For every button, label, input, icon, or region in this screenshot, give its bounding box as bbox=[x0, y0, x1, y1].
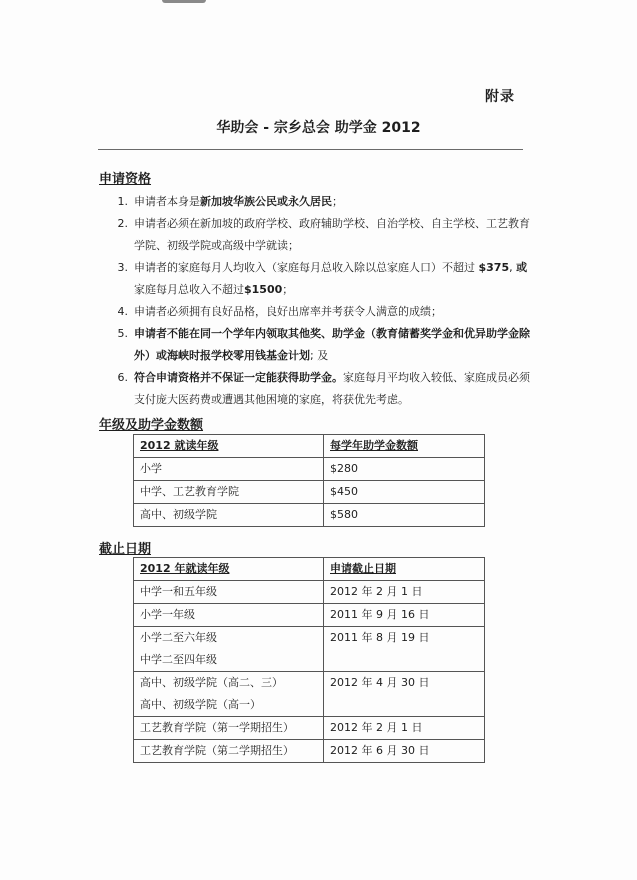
table-row bbox=[134, 604, 485, 627]
deadline-cell bbox=[324, 740, 485, 763]
column-header-text: 2012 年就读年级 bbox=[140, 562, 230, 575]
amount-cell bbox=[324, 481, 485, 504]
eligibility-item-number: 4. bbox=[117, 305, 128, 318]
eligibility-item bbox=[110, 213, 530, 257]
deadline-cell bbox=[324, 672, 485, 717]
deadline-cell-text: 2011 年 8 月 19 日 bbox=[330, 631, 430, 644]
deadline-cell bbox=[324, 604, 485, 627]
eligibility-item-text: 申请者必须拥有良好品格，良好出席率并考获令人满意的成绩； bbox=[134, 305, 442, 318]
amounts-heading: 年级及助学金数额 bbox=[99, 418, 204, 433]
deadlines-table bbox=[133, 557, 485, 763]
deadline-cell-text: 2012 年 2 月 1 日 bbox=[330, 585, 423, 598]
grade-cell bbox=[134, 481, 324, 504]
grade-cell bbox=[134, 672, 324, 717]
grade-cell bbox=[134, 458, 324, 481]
document-title: 华助会 - 宗乡总会 助学金 2012 bbox=[216, 120, 421, 136]
eligibility-item bbox=[110, 323, 530, 367]
grade-line: 中学二至四年级 bbox=[140, 653, 217, 666]
table-header-row bbox=[134, 435, 485, 458]
column-header-text: 申请截止日期 bbox=[330, 562, 396, 575]
table-row bbox=[134, 581, 485, 604]
eligibility-heading: 申请资格 bbox=[99, 172, 152, 187]
grade-line: 小学二至六年级 bbox=[140, 631, 217, 644]
eligibility-item-text: 符合申请资格并不保证一定能获得助学金。 bbox=[134, 371, 343, 384]
grade-cell-text: 小学 bbox=[140, 462, 162, 475]
grade-line: 高中、初级学院（高一） bbox=[140, 698, 261, 711]
table-row bbox=[134, 672, 485, 717]
deadline-cell-text: 2012 年 2 月 1 日 bbox=[330, 721, 423, 734]
eligibility-item-number: 6. bbox=[117, 371, 128, 384]
deadline-cell-text: 2012 年 4 月 30 日 bbox=[330, 676, 430, 689]
eligibility-item-number: 3. bbox=[117, 261, 128, 274]
amounts-table bbox=[133, 434, 485, 527]
grade-line: 高中、初级学院（高二、三） bbox=[140, 676, 283, 689]
table-row bbox=[134, 504, 485, 527]
table-header-row bbox=[134, 558, 485, 581]
table-row bbox=[134, 481, 485, 504]
table-row bbox=[134, 458, 485, 481]
appendix-label: 附录 bbox=[485, 89, 515, 105]
grade-line: 工艺教育学院（第一学期招生） bbox=[140, 721, 294, 734]
scan-mark bbox=[162, 0, 206, 3]
eligibility-item-text: 新加坡华族公民或永久居民 bbox=[200, 195, 332, 208]
eligibility-item bbox=[110, 191, 530, 213]
column-header bbox=[324, 558, 485, 581]
eligibility-item-text: , bbox=[509, 261, 517, 274]
eligibility-item-text: ; 及 bbox=[310, 349, 329, 362]
deadline-cell-text: 2011 年 9 月 16 日 bbox=[330, 608, 430, 621]
eligibility-item-text: $375 bbox=[478, 261, 510, 274]
column-header-text: 2012 就读年级 bbox=[140, 439, 219, 452]
eligibility-item-text: 或 bbox=[516, 261, 528, 274]
deadline-cell bbox=[324, 627, 485, 672]
amount-cell-text: $450 bbox=[330, 485, 358, 498]
eligibility-item-text: 申请者不能在同一个学年内领取其他奖、助学金（教育储蓄奖学金和优异助学金除外）或海峡时报学校零用钱基金计划 bbox=[134, 327, 530, 362]
title-divider bbox=[98, 149, 523, 150]
eligibility-item-text: 申请者必须在新加坡的政府学校、政府辅助学校、自治学校、自主学校、工艺教育学院、初级学院或高级中学就读； bbox=[134, 217, 530, 252]
eligibility-item bbox=[110, 367, 530, 411]
grade-line: 小学一年级 bbox=[140, 608, 195, 621]
grade-cell bbox=[134, 740, 324, 763]
grade-line: 中学一和五年级 bbox=[140, 585, 217, 598]
table-row bbox=[134, 627, 485, 672]
deadlines-heading: 截止日期 bbox=[99, 542, 152, 557]
column-header bbox=[134, 435, 324, 458]
grade-cell bbox=[134, 717, 324, 740]
eligibility-item bbox=[110, 301, 530, 323]
amount-cell bbox=[324, 504, 485, 527]
eligibility-item-text: 家庭每月总收入不超过 bbox=[134, 283, 244, 296]
amount-cell bbox=[324, 458, 485, 481]
deadline-cell bbox=[324, 717, 485, 740]
grade-cell bbox=[134, 604, 324, 627]
grade-cell bbox=[134, 627, 324, 672]
deadline-cell-text: 2012 年 6 月 30 日 bbox=[330, 744, 430, 757]
eligibility-item-number: 2. bbox=[117, 217, 128, 230]
grade-cell bbox=[134, 581, 324, 604]
grade-cell-text: 中学、工艺教育学院 bbox=[140, 485, 239, 498]
eligibility-list bbox=[110, 191, 530, 411]
table-row bbox=[134, 717, 485, 740]
column-header bbox=[324, 435, 485, 458]
eligibility-item-text: 申请者本身是 bbox=[134, 195, 200, 208]
eligibility-item bbox=[110, 257, 530, 301]
column-header bbox=[134, 558, 324, 581]
eligibility-item-text: ； bbox=[332, 195, 343, 208]
eligibility-item-text: ； bbox=[282, 283, 294, 296]
amount-cell-text: $280 bbox=[330, 462, 358, 475]
eligibility-item-text: $1500 bbox=[244, 283, 283, 296]
eligibility-item-number: 5. bbox=[117, 327, 128, 340]
grade-line: 工艺教育学院（第二学期招生） bbox=[140, 744, 294, 757]
table-row bbox=[134, 740, 485, 763]
grade-cell bbox=[134, 504, 324, 527]
deadline-cell bbox=[324, 581, 485, 604]
grade-cell-text: 高中、初级学院 bbox=[140, 508, 217, 521]
eligibility-item-text: 申请者的家庭每月人均收入（家庭每月总收入除以总家庭人口）不超过 bbox=[134, 261, 479, 274]
amount-cell-text: $580 bbox=[330, 508, 358, 521]
eligibility-item-text: 家庭每月平均收入较低、家庭成员必须支付庞大医药费或遭遇其他困境的家庭，将获优先考虑。 bbox=[134, 371, 530, 406]
column-header-text: 每学年助学金数额 bbox=[330, 439, 418, 452]
eligibility-item-number: 1. bbox=[117, 195, 128, 208]
